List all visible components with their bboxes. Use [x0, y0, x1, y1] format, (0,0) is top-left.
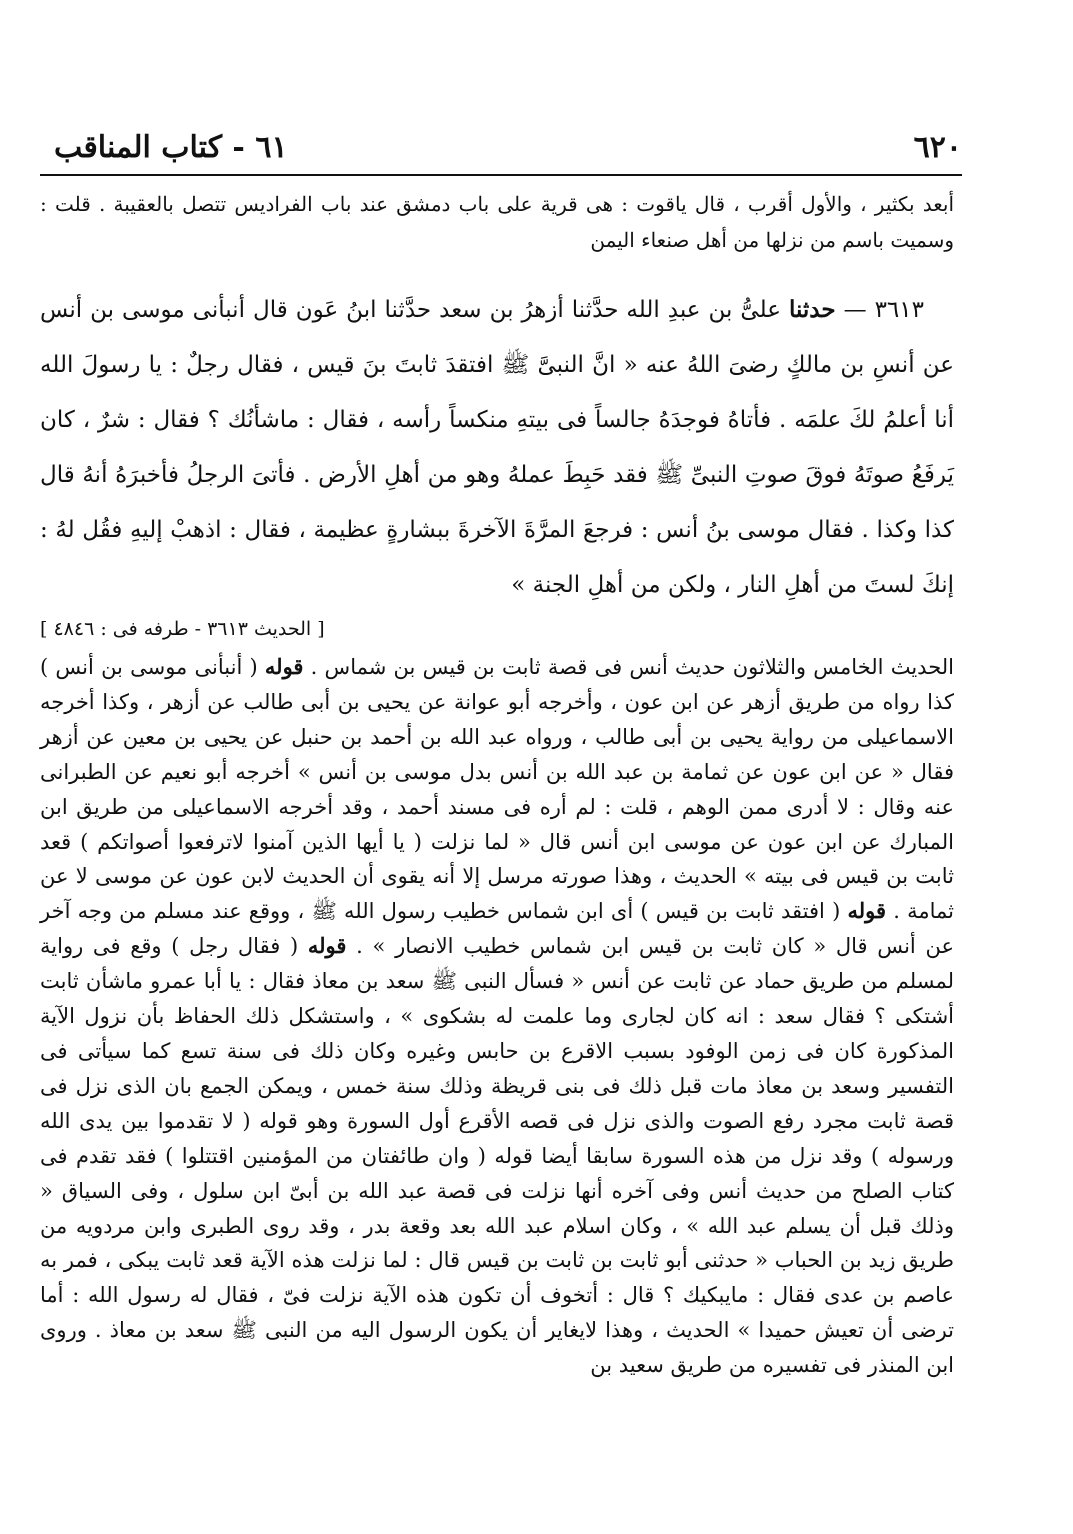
footnote-text: أبعد بكثير ، والأول أقرب ، قال ياقوت : هى قرية على باب دمشق عند باب الفراديس تتصل بالعقيبة . قلت : وسميت باسم من نزلها من أهل صنعاء اليمن: [40, 192, 954, 252]
hadith-text: علىُّ بن عبدِ الله حدَّثنا أزهرُ بن سعد حدَّثنا ابنُ عَون قال أنبأنى موسى بن أنس عن أنسِ بن مالكٍ رضىَ اللهُ عنه « انَّ النبىَّ ﷺ افتقدَ ثابتَ بنَ قيس ، فقال رجلٌ : يا رسولَ الله أنا أعلمُ لكَ علمَه . فأتاهُ فوجدَهُ جالساً فى بيتهِ منكساً رأسه ، فقال : ماشأنُك ؟ فقال : شرٌ ، كان يَرفَعُ صوتَهُ فوقَ صوتِ النبىِّ ﷺ فقد حَبِطَ عملهُ وهو من أهلِ الأرض . فأتىَ الرجلُ فأخبرَهُ أنهُ قال كذا وكذا . فقال موسى بنُ أنس : فرجعَ المرَّةَ الآخرةَ ببشارةٍ عظيمة ، فقال : اذهبْ إليهِ فقُل لهُ : إنكَ لستَ من أهلِ النار ، ولكن من أهلِ الجنة »: [40, 297, 954, 598]
header-divider: [40, 174, 962, 176]
running-title: ٦١ - كتاب المناقب: [54, 130, 288, 165]
qawl-marker: قوله: [847, 898, 887, 924]
hadith-reference: [ الحديث ٣٦١٣ - طرفه فى : ٤٨٤٦ ]: [40, 618, 325, 640]
hadith-paragraph: ٣٦١٣ — حدثنا علىُّ بن عبدِ الله حدَّثنا أزهرُ بن سعد حدَّثنا ابنُ عَون قال أنبأنى موسى بن أنس عن أنسِ بن مالكٍ رضىَ اللهُ عنه « انَّ النبىَّ ﷺ افتقدَ ثابتَ بنَ قيس ، فقال رجلٌ : يا رسولَ الله أنا أعلمُ لكَ علمَه . فأتاهُ فوجدَهُ جالساً فى بيتهِ منكساً رأسه ، فقال : ماشأنُك ؟ فقال : شرٌ ، كان يَرفَعُ صوتَهُ فوقَ صوتِ النبىِّ ﷺ فقد حَبِطَ عملهُ وهو من أهلِ الأرض . فأتىَ الرجلُ فأخبرَهُ أنهُ قال كذا وكذا . فقال موسى بنُ أنس : فرجعَ المرَّةَ الآخرةَ ببشارةٍ عظيمة ، فقال : اذهبْ إليهِ فقُل لهُ : إنكَ لستَ من أهلِ النار ، ولكن من أهلِ الجنة »: [40, 296, 954, 598]
page-header: [40, 128, 962, 168]
hadith-number: ٣٦١٣: [874, 297, 924, 323]
commentary-segment: ( افتقد ثابت بن قيس ) أى ابن شماس خطيب رسول الله ﷺ ، ووقع عند مسلم من وجه آخر عن أنس قال « كان ثابت بن قيس ابن شماس خطيب الانصار » .: [40, 899, 954, 959]
commentary-intro: الحديث الخامس والثلاثون حديث أنس فى قصة ثابت بن قيس بن شماس .: [310, 655, 954, 679]
commentary-segment: ( أنبأنى موسى بن أنس ) كذا رواه من طريق أزهر عن ابن عون ، وأخرجه أبو عوانة عن يحيى بن أبى طالب عن أزهر ، وكذا أخرجه الاسماعيلى من رواية يحيى بن أبى طالب ، ورواه عبد الله بن أحمد بن حنبل عن يحيى بن معين عن أزهر فقال « عن ابن عون عن ثمامة بن عبد الله بن أنس بدل موسى بن أنس » أخرجه أبو نعيم عن الطبرانى عنه وقال : لا أدرى ممن الوهم ، قلت : لم أره فى مسند أحمد ، وقد أخرجه الاسماعيلى من طريق ابن المبارك عن ابن عون عن موسى ابن أنس قال « لما نزلت ( يا أيها الذين آمنوا لاترفعوا أصواتكم ) قعد ثابت بن قيس فى بيته » الحديث ، وهذا صورته مرسل إلا أنه يقوى أن الحديث لابن عون عن موسى لا عن ثمامة .: [40, 655, 954, 924]
page-number: ٦٢٠: [913, 130, 962, 165]
commentary-section: [40, 650, 954, 1383]
hadith-opening: حدثنا: [788, 296, 836, 323]
qawl-marker: قوله: [264, 654, 304, 679]
hadith-section: [40, 282, 954, 613]
commentary-paragraph: [40, 650, 954, 1383]
footnote-continuation: [40, 186, 954, 258]
commentary-segment: ( فقال رجل ) وقع فى رواية لمسلم من طريق حماد عن ثابت عن أنس « فسأل النبى ﷺ سعد بن معاذ فقال : يا أبا عمرو ماشأن ثابت أشتكى ؟ فقال سعد : انه كان لجارى وما علمت له بشكوى » ، واستشكل ذلك الحفاظ بأن نزول الآية المذكورة كان فى زمن الوفود بسبب الاقرع بن حابس وغيره وكان ذلك فى سنة تسع كما سيأتى فى التفسير وسعد بن معاذ مات قبل ذلك فى بنى قريظة وذلك سنة خمس ، ويمكن الجمع بان الذى نزل فى قصة ثابت مجرد رفع الصوت والذى نزل فى قصه الأقرع أول السورة وهو قوله ( لا تقدموا بين يدى الله ورسوله ) وقد نزل من هذه السورة سابقا أيضا قوله ( وان طائفتان من المؤمنين اقتتلوا ) فقد تقدم فى كتاب الصلح من حديث أنس وفى آخره أنها نزلت فى قصة عبد الله بن أبىّ ابن سلول ، وفى السياق « وذلك قبل أن يسلم عبد الله » ، وكان اسلام عبد الله بعد وقعة بدر ، وقد روى الطبرى وابن مردويه من طريق زيد بن الحباب « حدثنى أبو ثابت بن ثابت بن قيس قال : لما نزلت هذه الآية قعد ثابت يبكى ، فمر به عاصم بن عدى فقال : مايبكيك ؟ قال : أتخوف أن تكون هذه الآية نزلت فىّ ، فقال له رسول الله : أما ترضى أن تعيش حميدا » الحديث ، وهذا لايغاير أن يكون الرسول اليه من النبى ﷺ سعد بن معاذ . وروى ابن المنذر فى تفسيره من طريق سعيد بن: [40, 934, 954, 1378]
qawl-marker: قوله: [307, 933, 347, 959]
